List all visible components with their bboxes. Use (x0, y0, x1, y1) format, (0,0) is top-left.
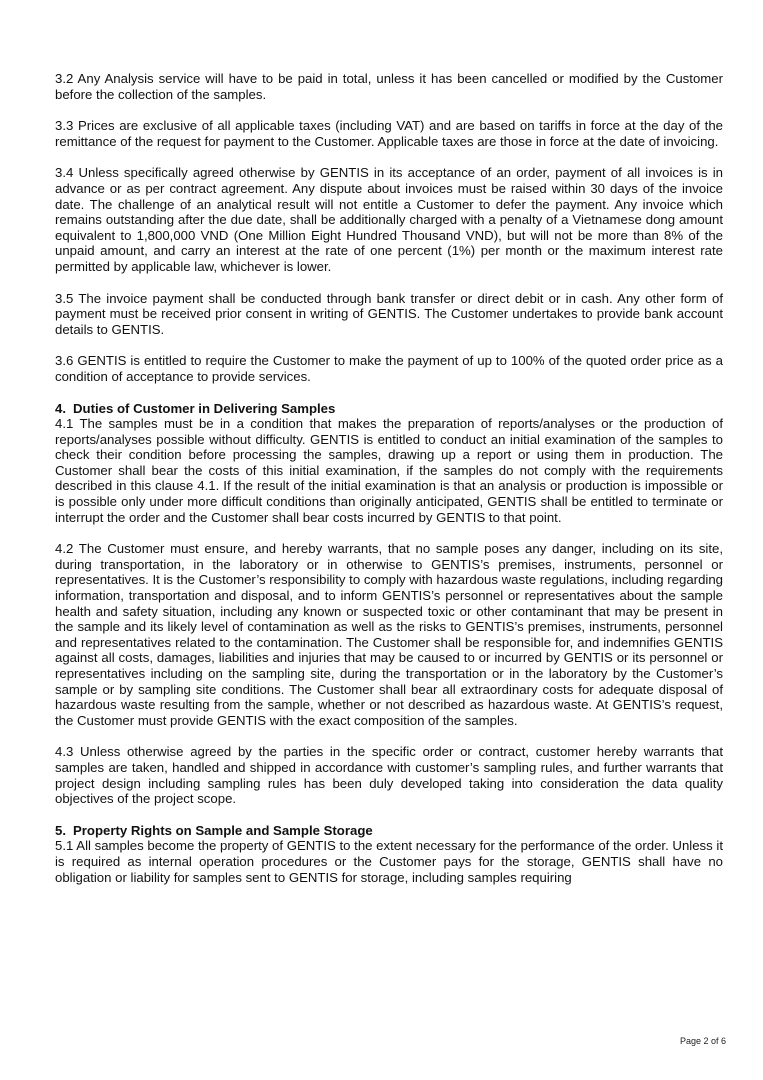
clause-3-2: 3.2 Any Analysis service will have to be paid in total, unless it has been cancelled or modified by the Customer before the collection of the samples. (55, 71, 723, 102)
clause-3-5: 3.5 The invoice payment shall be conducted through bank transfer or direct debit or in cash. Any other form of payment must be received prior consent in writing of GENTIS. The Customer undertakes to provide bank account details to GENTIS. (55, 290, 723, 337)
section-5-title: Property Rights on Sample and Sample Storage (73, 822, 373, 838)
clause-5-1: 5.1 All samples become the property of GENTIS to the extent necessary for the performance of the order. Unless it is required as internal operation procedures or the Customer pays for the storage, GENTIS shall have no obligation or liability for samples sent to GENTIS for storage, including samples requiring (55, 838, 723, 885)
section-4-title: Duties of Customer in Delivering Samples (73, 400, 336, 416)
section-5-number: 5. (55, 822, 66, 838)
clause-3-6: 3.6 GENTIS is entitled to require the Customer to make the payment of up to 100% of the quoted order price as a condition of acceptance to provide services. (55, 353, 723, 384)
clause-3-3: 3.3 Prices are exclusive of all applicable taxes (including VAT) and are based on tariffs in force at the day of the remittance of the request for payment to the Customer. Applicable taxes are those in force at the date of invoicing. (55, 118, 723, 149)
clause-4-3: 4.3 Unless otherwise agreed by the parties in the specific order or contract, customer hereby warrants that samples are taken, handled and shipped in accordance with customer’s sampling rules, and further warrants that project design including sampling rules has been duly developed taking into consideration the data quality objectives of the project scope. (55, 744, 723, 807)
clause-3-4: 3.4 Unless specifically agreed otherwise by GENTIS in its acceptance of an order, payment of all invoices is in advance or as per contract agreement. Any dispute about invoices must be raised within 30 days of the invoice date. The challenge of an analytical result will not entitle a Customer to defer the payment. Any invoice which remains outstanding after the due date, shall be additionally charged with a penalty of a Vietnamese dong amount equivalent to 1,800,000 VND (One Million Eight Hundred Thousand VND), but will not be more than 8% of the unpaid amount, and carry an interest at the rate of one percent (1%) per month or the maximum interest rate permitted by applicable law, whichever is lower. (55, 165, 723, 274)
section-5-heading (55, 823, 723, 839)
section-4-heading (55, 401, 723, 417)
page-number: Page 2 of 6 (679, 1036, 726, 1046)
document-body (55, 71, 723, 901)
clause-4-2: 4.2 The Customer must ensure, and hereby warrants, that no sample poses any danger, including on its site, during transportation, in the laboratory or in otherwise to GENTIS’s premises, instruments, personnel or representatives. It is the Customer’s responsibility to comply with hazardous waste regulations, including regarding information, transportation and disposal, and to inform GENTIS’s personnel or representatives about the sample health and safety situation, including any known or suspected toxic or other contaminant that may be present in the sample and its likely level of contamination as well as the risks to GENTIS’s premises, instruments, personnel and representatives related to the contamination. The Customer shall be responsible for, and indemnifies GENTIS against all costs, damages, liabilities and injuries that may be caused to or incurred by GENTIS or its personnel or representatives including on the sampling site, during the transportation or in the laboratory by the Customer’s sample or by sampling site conditions. The Customer shall bear all extraordinary costs for adequate disposal of hazardous waste resulting from the sample, whether or not described as hazardous waste. At GENTIS’s request, the Customer must provide GENTIS with the exact composition of the samples. (55, 541, 724, 728)
section-4-number: 4. (55, 400, 66, 416)
clause-4-1: 4.1 The samples must be in a condition that makes the preparation of reports/analyses or the production of reports/analyses possible without difficulty. GENTIS is entitled to conduct an initial examination of the samples to check their condition before processing the samples, drawing up a report or using them in production. The Customer shall bear the costs of this initial examination, if the samples do not comply with the requirements described in this clause 4.1. If the result of the initial examination is that an analysis or production is impossible or is possible only under more difficult conditions than originally anticipated, GENTIS shall be entitled to terminate or interrupt the order and the Customer shall bear costs incurred by GENTIS to that point. (55, 416, 723, 525)
